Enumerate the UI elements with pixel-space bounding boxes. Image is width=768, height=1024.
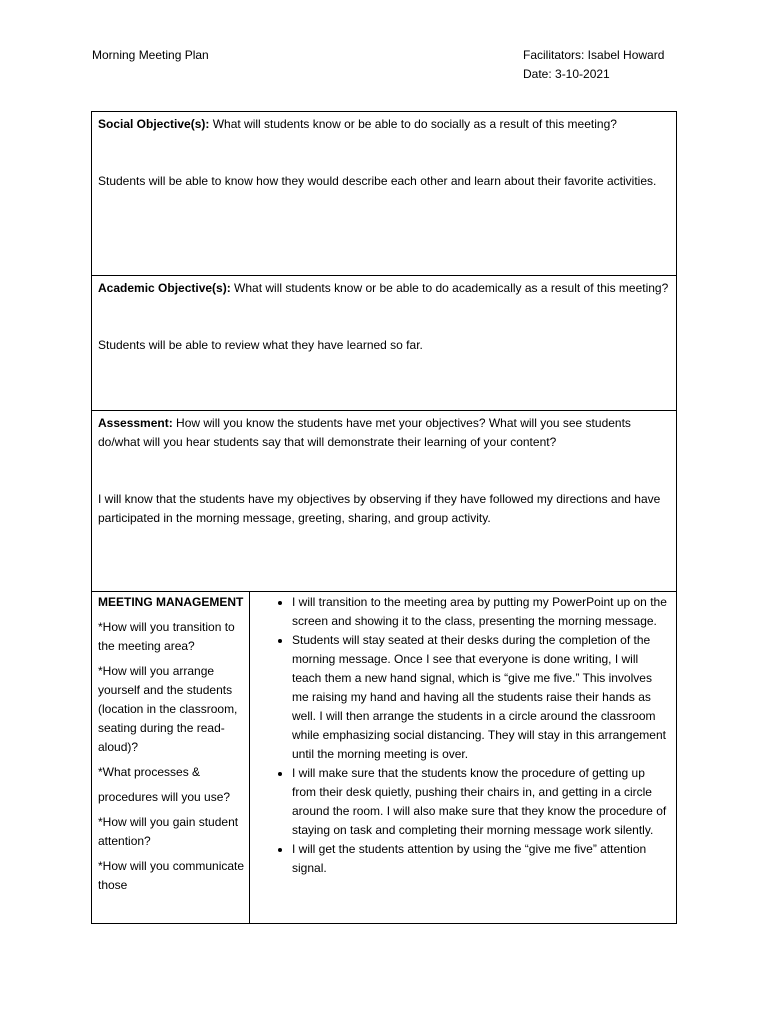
academic-objective-answer: Students will be able to review what they have learned so far. <box>98 338 423 352</box>
answer-bullet: • I will make sure that the students know the procedure of getting up from their desk quietly, pushing their chairs in, and getting in a circle around the room. I will also make sure that they know the procedure of staying on task and completing their morning message work silently. <box>292 764 670 840</box>
assessment-answer: I will know that the students have my objectives by observing if they have followed my directions and have participated in the morning message, greeting, sharing, and group activity. <box>98 492 661 525</box>
facilitators-line: Facilitators: Isabel Howard <box>523 48 665 62</box>
prompt-item: *How will you communicate those <box>98 859 245 892</box>
assessment-prompt: How will you know the students have met your objectives? What will you see students do/what will you hear students say that will demonstrate their learning of your content? <box>98 416 631 449</box>
prompt-item: *What processes & <box>98 765 201 779</box>
academic-objective-label: Academic Objective(s): <box>98 281 231 295</box>
meeting-management-table <box>91 591 677 924</box>
prompt-item: *How will you arrange yourself and the students (location in the classroom, seating during the read-aloud)? <box>98 664 238 754</box>
prompt-item: procedures will you use? <box>98 790 231 804</box>
answer-bullet: • I will get the students attention by using the “give me five” attention signal. <box>292 840 670 878</box>
meeting-management-heading: MEETING MANAGEMENT <box>98 595 244 609</box>
academic-objective-question <box>98 279 670 298</box>
assessment-section <box>91 410 677 592</box>
prompt-item: *How will you gain student attention? <box>98 815 239 848</box>
answer-bullet: • I will transition to the meeting area by putting my PowerPoint up on the screen and showing it to the class, presenting the morning message. <box>292 593 670 631</box>
meeting-management-prompts <box>92 592 250 923</box>
academic-objective-section <box>91 275 677 411</box>
academic-objective-prompt: What will students know or be able to do academically as a result of this meeting? <box>230 281 669 295</box>
document-title: Morning Meeting Plan <box>92 48 209 62</box>
header-info <box>523 46 664 84</box>
social-objective-label: Social Objective(s): <box>98 117 210 131</box>
assessment-label: Assessment: <box>98 416 173 430</box>
social-objective-prompt: What will students know or be able to do socially as a result of this meeting? <box>209 117 617 131</box>
date-line: Date: 3-10-2021 <box>523 67 610 81</box>
social-objective-question <box>98 115 670 134</box>
social-objective-answer: Students will be able to know how they would describe each other and learn about their favorite activities. <box>98 174 657 188</box>
social-objective-section <box>91 111 677 276</box>
prompt-item: *How will you transition to the meeting area? <box>98 620 235 653</box>
assessment-question <box>98 414 670 452</box>
meeting-management-answers <box>250 592 676 923</box>
answer-bullet: • Students will stay seated at their desks during the completion of the morning message. Once I see that everyone is done writing, I will teach them a new hand signal, which is “give me five.” This involves me raising my hand and having all the students raise their hands as well. I will then arrange the students in a circle around the classroom while emphasizing social distancing. They will stay in this arrangement until the morning meeting is over. <box>292 631 670 764</box>
answer-list <box>258 593 670 878</box>
